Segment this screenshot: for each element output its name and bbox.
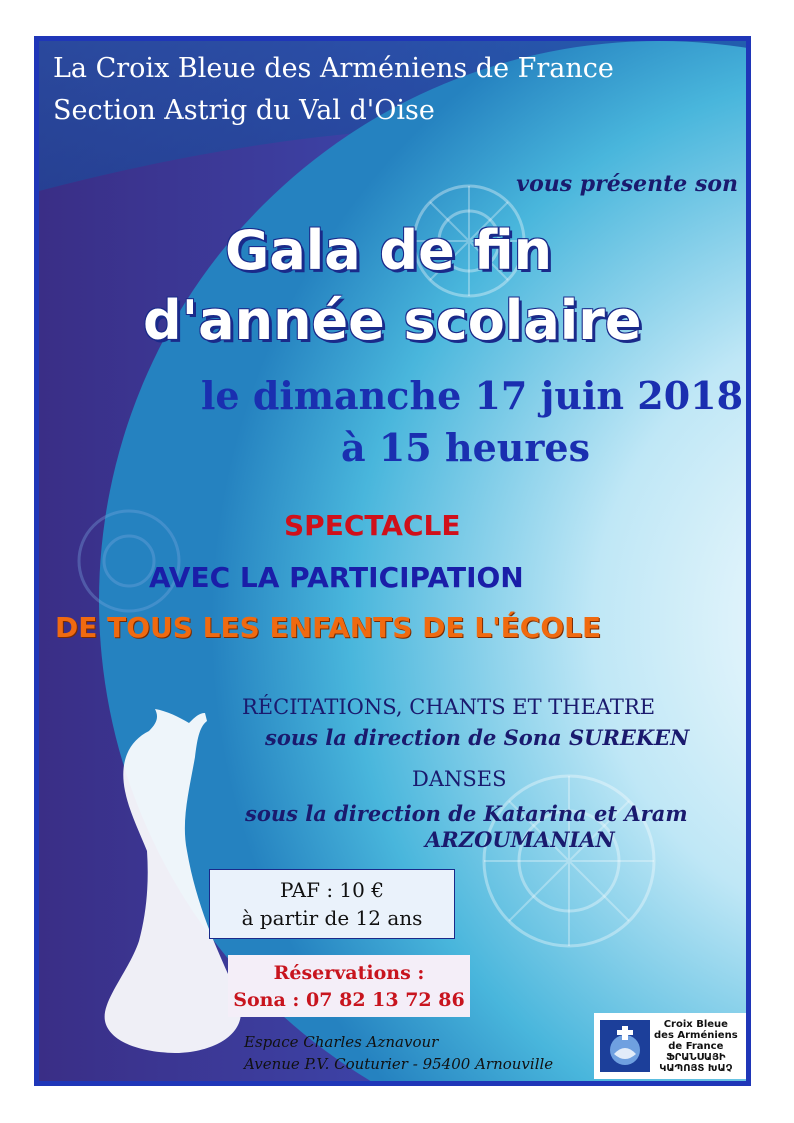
event-title-line2: d'année scolaire (143, 289, 642, 352)
organization-name: La Croix Bleue des Arméniens de France (53, 53, 614, 84)
logo-line: ՖՐԱՆՍԱՅԻ (666, 1051, 726, 1063)
cross-emblem-icon (600, 1020, 650, 1072)
spectacle-heading: SPECTACLE (284, 509, 461, 542)
venue-name: Espace Charles Aznavour (244, 1033, 439, 1051)
logo-line: de France (668, 1040, 724, 1052)
dances-label: DANSES (412, 767, 507, 791)
logo-line: Croix Bleue (663, 1018, 728, 1030)
organization-logo (594, 1013, 746, 1079)
event-time: à 15 heures (341, 425, 590, 470)
reservation-box (228, 955, 470, 1017)
logo-line: ԿԱՊՈՅՏ ԽԱՉ (659, 1062, 733, 1074)
participation-heading: AVEC LA PARTICIPATION (149, 561, 524, 594)
logo-text (654, 1019, 738, 1074)
presents-text: vous présente son (516, 171, 738, 197)
reservation-contact: Sona : 07 82 13 72 86 (233, 989, 465, 1011)
reservation-label: Réservations : (273, 962, 425, 984)
organization-section: Section Astrig du Val d'Oise (53, 95, 435, 126)
event-title-line1: Gala de fin (225, 219, 553, 282)
poster-frame (34, 36, 751, 1086)
recitations-director: sous la direction de Sona SUREKEN (265, 725, 690, 750)
price-text: PAF : 10 € (280, 878, 384, 902)
dances-director-surname: ARZOUMANIAN (425, 827, 615, 852)
event-date: le dimanche 17 juin 2018 (201, 373, 744, 418)
all-children-heading: DE TOUS LES ENFANTS DE L'ÉCOLE (55, 611, 602, 644)
dances-director: sous la direction de Katarina et Aram (245, 801, 688, 826)
recitations-label: RÉCITATIONS, CHANTS ET THEATRE (242, 695, 656, 719)
age-text: à partir de 12 ans (241, 906, 423, 930)
price-box (209, 869, 455, 939)
venue-address: Avenue P.V. Couturier - 95400 Arnouville (244, 1055, 554, 1073)
logo-line: des Arméniens (654, 1029, 738, 1041)
